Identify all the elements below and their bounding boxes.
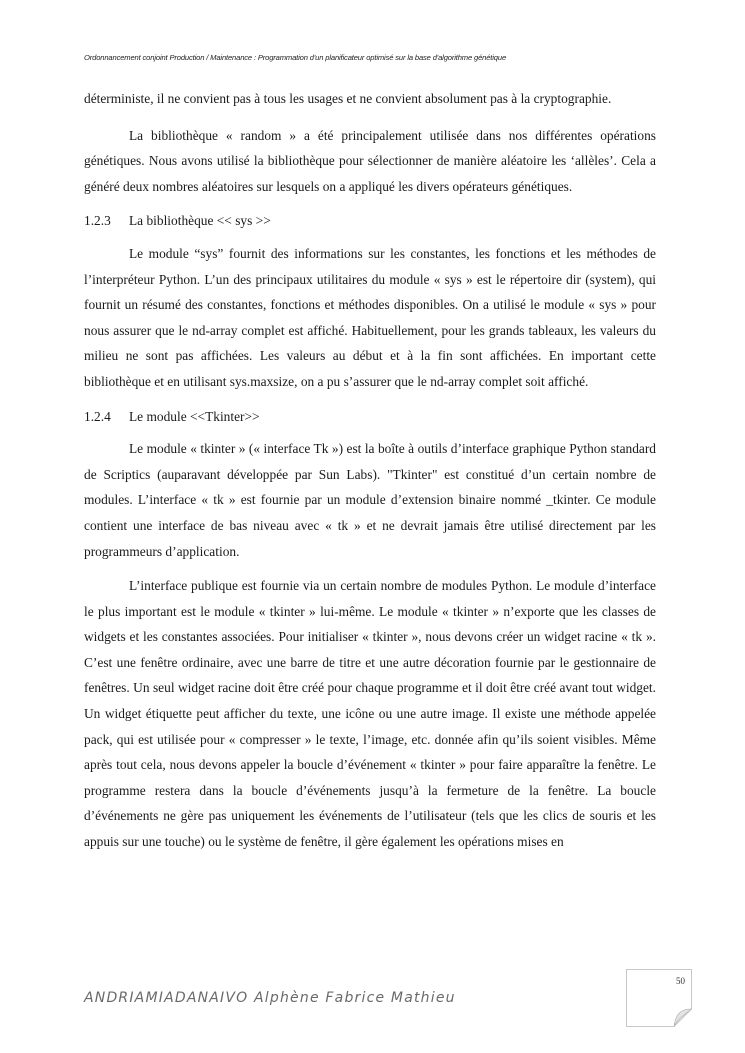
section-title: La bibliothèque << sys >>: [129, 213, 271, 229]
paragraph-sys: Le module “sys” fournit des informations sur les constantes, les fonctions et les méthodes de l’interpréteur Python. L’un des principaux utilitaires du module « sys » est le répertoire dir (system), qui fournit un résumé des constantes, fonctions et méthodes disponibles. On a utilisé le module « sys » pour nous assurer que le nd-array complet est affiché. Habituellement, pour les grands tableaux, les valeurs du milieu ne sont pas affichées. Les valeurs au début et à la fin sont affichées. En important cette bibliothèque et en utilisant sys.maxsize, on a pu s’assurer que le nd-array complet soit affiché.: [84, 245, 656, 389]
section-heading-tkinter: [84, 404, 656, 430]
section-heading-sys: [84, 208, 656, 234]
section-number: 1.2.4: [84, 408, 111, 424]
paragraph-random: La bibliothèque « random » a été principalement utilisée dans nos différentes opérations génétiques. Nous avons utilisé la bibliothèque pour sélectionner de manière aléatoire les ‘allèles’. Cela a généré deux nombres aléatoires sur lesquels on a appliqué les divers opérateurs génétiques.: [84, 127, 656, 194]
section-number: 1.2.3: [84, 213, 111, 229]
paragraph-intro: déterministe, il ne convient pas à tous les usages et ne convient absolument pas à la cryptographie.: [84, 91, 612, 106]
page-number: 50: [676, 976, 685, 986]
page-body: [84, 86, 656, 864]
running-header: Ordonnancement conjoint Production / Maintenance : Programmation d'un planificateur optimisé sur la base d'algorithme génétique: [84, 53, 507, 62]
footer-author: ANDRIAMIADANAIVO Alphène Fabrice Mathieu: [84, 990, 456, 1006]
section-title: Le module <<Tkinter>>: [129, 408, 260, 424]
paragraph-tkinter-1: Le module « tkinter » (« interface Tk ») est la boîte à outils d’interface graphique Python standard de Scriptics (auparavant développée par Sun Labs). "Tkinter" est constitué d’un certain nombre de modules. L’interface « tk » est fournie par un module d’extension binaire nommé _tkinter. Ce module contient une interface de bas niveau avec « tk » et ne devrait jamais être utilisé directement par les programmeurs d’application.: [84, 441, 656, 559]
paragraph-tkinter-2: L’interface publique est fournie via un certain nombre de modules Python. Le module d’interface le plus important est le module « tkinter » lui-même. Le module « tkinter » n’exporte que les classes de widgets et les constantes associées. Pour initialiser « tkinter », nous devons créer un widget racine « tk ». C’est une fenêtre ordinaire, avec une barre de titre et une autre décoration fournie par le gestionnaire de fenêtres. Un seul widget racine doit être créé pour chaque programme et il doit être créé avant tout widget. Un widget étiquette peut afficher du texte, une icône ou une autre image. Il existe une méthode appelée pack, qui est utilisée pour « compresser » le texte, l’image, etc. donnée afin qu’ils soient visibles. Même après tout cela, nous devons appeler la boucle d’événement « tkinter » pour faire apparaître la fenêtre. Le programme restera dans la boucle d’événements jusqu’à la fermeture de la fenêtre. La boucle d’événements ne gère pas uniquement les événements de l’utilisateur (tels que les clics de souris et les appuis sur une touche) ou le système de fenêtre, il gère également les opérations mises en: [84, 578, 656, 850]
